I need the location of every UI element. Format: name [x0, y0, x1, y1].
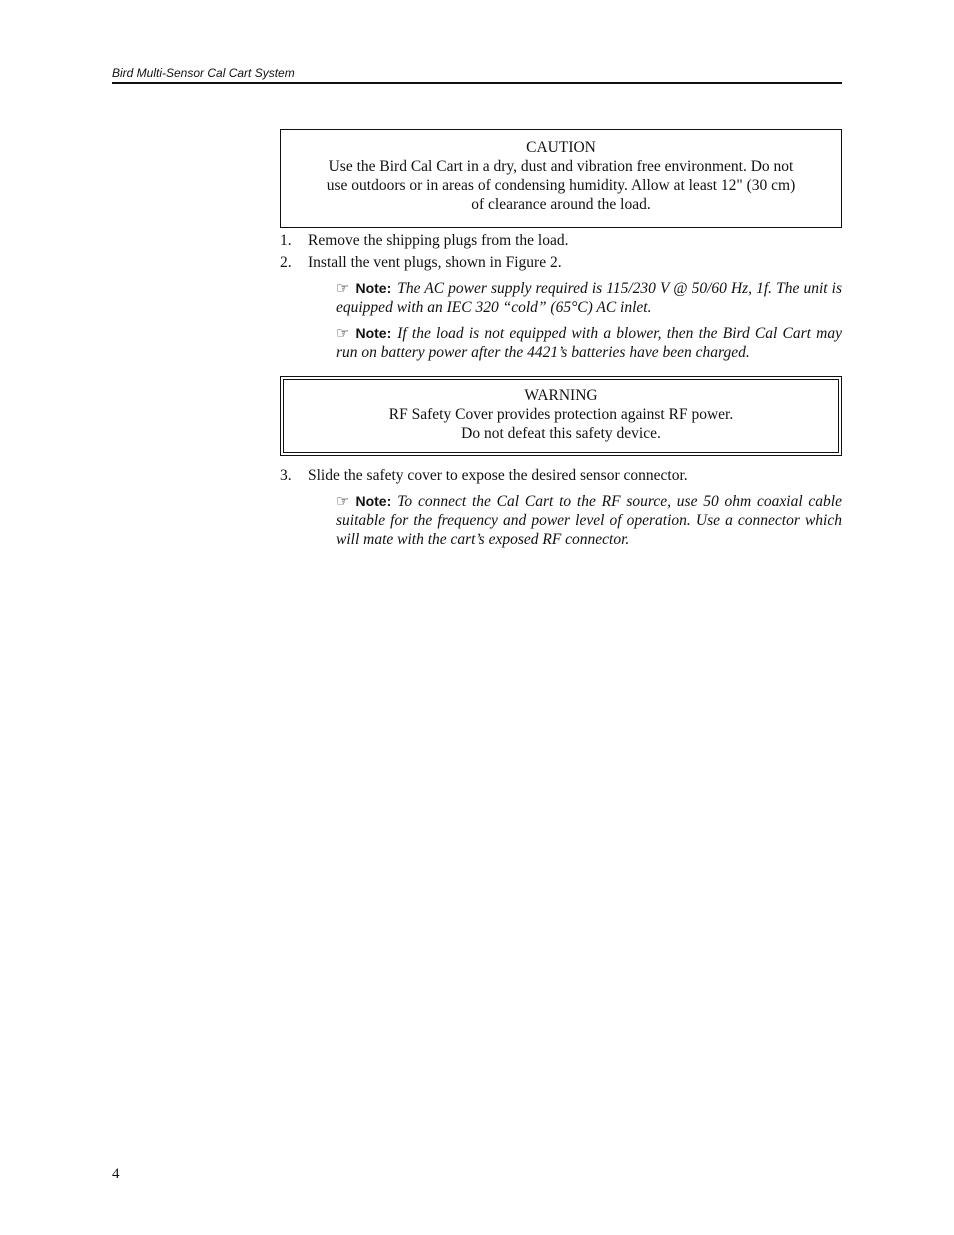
note-power-supply [336, 279, 842, 317]
warning-inner [283, 379, 839, 453]
warning-box [280, 376, 842, 456]
warning-line: Do not defeat this safety device. [461, 425, 661, 442]
step-item [280, 466, 842, 485]
step-text: Install the vent plugs, shown in Figure 2. [308, 254, 562, 271]
note-label: Note: [355, 325, 392, 341]
pointing-hand-icon: ☞ [336, 324, 350, 342]
caution-box [280, 129, 842, 228]
warning-heading: WARNING [524, 387, 598, 404]
step-text: Slide the safety cover to expose the desired sensor connector. [308, 467, 688, 484]
step-item [280, 253, 842, 272]
note-text: The AC power supply required is 115/230 V @ 50/60 Hz, 1f. The unit is equipped with an IEC 320 “cold” (65°C) AC inlet. [336, 280, 842, 316]
note-text: To connect the Cal Cart to the RF source, use 50 ohm coaxial cable suitable for the frequency and power level of operation. Use a connector which will mate with the cart’s exposed RF connector. [336, 493, 842, 548]
caution-heading: CAUTION [526, 139, 596, 156]
note-battery [336, 324, 842, 362]
note-label: Note: [355, 280, 392, 296]
step-number: 1. [280, 232, 292, 249]
step-number: 3. [280, 467, 292, 484]
caution-line: use outdoors or in areas of condensing humidity. Allow at least 12" (30 cm) [326, 177, 796, 194]
pointing-hand-icon: ☞ [336, 279, 350, 297]
steps-list [280, 231, 842, 272]
page-content [280, 129, 842, 549]
step-number: 2. [280, 254, 292, 271]
note-label: Note: [355, 493, 392, 509]
warning-line: RF Safety Cover provides protection against RF power. [388, 406, 734, 423]
page-number: 4 [112, 1166, 120, 1182]
caution-line: of clearance around the load. [471, 196, 651, 213]
note-rf-connection [336, 492, 842, 549]
step-text: Remove the shipping plugs from the load. [308, 232, 569, 249]
pointing-hand-icon: ☞ [336, 492, 350, 510]
note-text: If the load is not equipped with a blower, then the Bird Cal Cart may run on battery power after the 4421’s batteries have been charged. [336, 325, 842, 361]
step-item [280, 231, 842, 250]
caution-line: Use the Bird Cal Cart in a dry, dust and vibration free environment. Do not [328, 158, 794, 175]
running-header: Bird Multi-Sensor Cal Cart System [112, 66, 842, 84]
steps-list [280, 466, 842, 485]
